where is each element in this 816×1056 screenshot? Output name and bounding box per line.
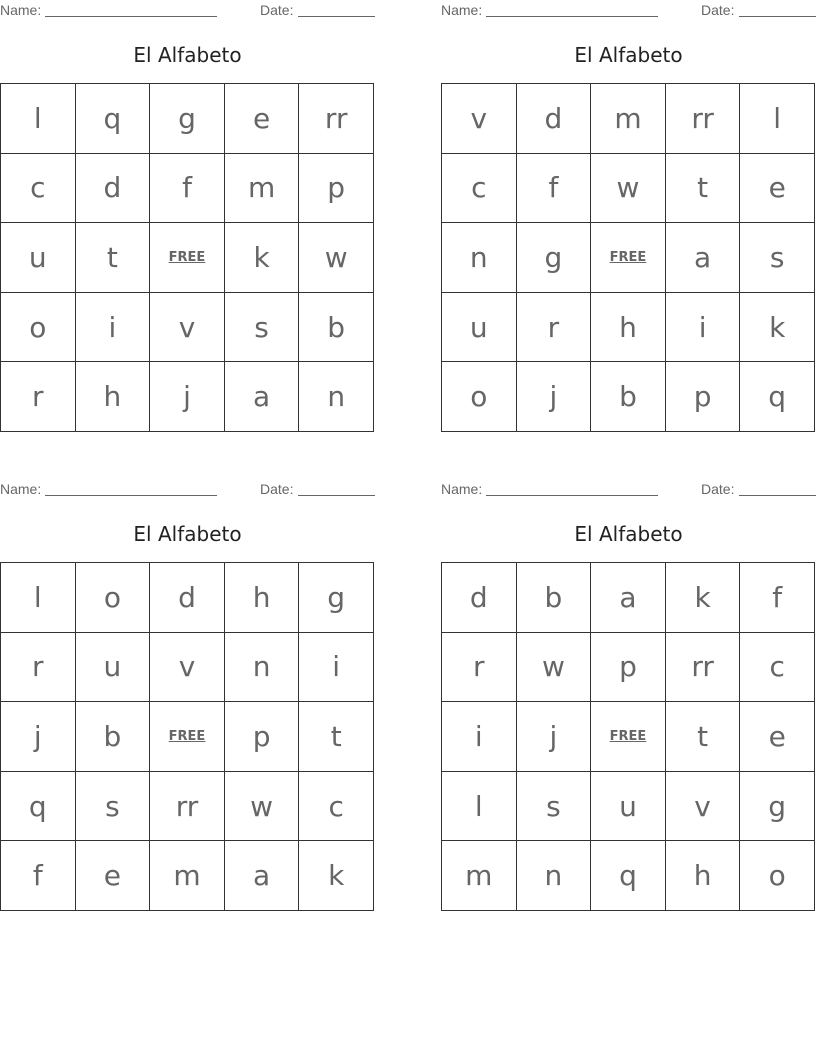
bingo-cell: m: [591, 84, 666, 154]
free-space: FREE: [150, 702, 225, 772]
bingo-grid: [441, 562, 815, 911]
bingo-cell: b: [76, 702, 151, 772]
bingo-cell: b: [591, 362, 666, 432]
bingo-cell: n: [517, 841, 592, 911]
bingo-cell: e: [225, 84, 300, 154]
name-label: Name:: [441, 481, 483, 497]
bingo-cell: h: [591, 293, 666, 363]
bingo-cell: m: [442, 841, 517, 911]
bingo-cell: e: [76, 841, 151, 911]
bingo-cell: c: [299, 772, 374, 842]
bingo-cell: f: [150, 154, 225, 224]
bingo-cell: q: [76, 84, 151, 154]
bingo-cell: u: [1, 223, 76, 293]
bingo-cell: h: [76, 362, 151, 432]
card-title: El Alfabeto: [574, 43, 683, 67]
bingo-cell: k: [666, 563, 741, 633]
bingo-cell: v: [150, 633, 225, 703]
name-label: Name:: [0, 481, 42, 497]
bingo-grid: [0, 562, 374, 911]
name-label: Name:: [0, 2, 42, 18]
date-line: [298, 495, 375, 496]
bingo-cell: a: [225, 841, 300, 911]
bingo-cell: p: [591, 633, 666, 703]
bingo-cell: e: [740, 154, 815, 224]
bingo-cell: j: [517, 702, 592, 772]
bingo-cell: rr: [666, 633, 741, 703]
bingo-cell: l: [442, 772, 517, 842]
bingo-cell: c: [1, 154, 76, 224]
bingo-cell: n: [299, 362, 374, 432]
bingo-cell: o: [76, 563, 151, 633]
bingo-cell: j: [1, 702, 76, 772]
bingo-cell: g: [299, 563, 374, 633]
bingo-cell: r: [1, 633, 76, 703]
name-date-row: [0, 0, 375, 22]
bingo-cell: rr: [666, 84, 741, 154]
bingo-cell: k: [225, 223, 300, 293]
card-title: El Alfabeto: [133, 43, 242, 67]
bingo-cell: p: [666, 362, 741, 432]
date-line: [298, 16, 375, 17]
free-space: FREE: [150, 223, 225, 293]
bingo-cell: a: [666, 223, 741, 293]
bingo-card-1: [0, 0, 375, 432]
bingo-cell: o: [1, 293, 76, 363]
name-line: [45, 16, 217, 17]
bingo-cell: w: [225, 772, 300, 842]
bingo-cell: p: [299, 154, 374, 224]
bingo-cell: h: [666, 841, 741, 911]
bingo-cell: p: [225, 702, 300, 772]
name-label: Name:: [441, 2, 483, 18]
name-line: [486, 16, 658, 17]
date-line: [739, 495, 816, 496]
bingo-cell: t: [666, 154, 741, 224]
bingo-grid: [441, 83, 815, 432]
bingo-cell: o: [740, 841, 815, 911]
bingo-cell: q: [591, 841, 666, 911]
bingo-cell: c: [442, 154, 517, 224]
bingo-cell: u: [76, 633, 151, 703]
bingo-cell: h: [225, 563, 300, 633]
bingo-cell: l: [740, 84, 815, 154]
name-line: [45, 495, 217, 496]
card-title: El Alfabeto: [133, 522, 242, 546]
bingo-cell: n: [225, 633, 300, 703]
bingo-cell: f: [1, 841, 76, 911]
bingo-cell: s: [76, 772, 151, 842]
bingo-cell: w: [299, 223, 374, 293]
date-label: Date:: [701, 481, 735, 497]
bingo-cell: q: [1, 772, 76, 842]
bingo-cell: m: [225, 154, 300, 224]
bingo-cell: w: [591, 154, 666, 224]
bingo-cell: d: [150, 563, 225, 633]
bingo-cell: t: [76, 223, 151, 293]
bingo-cell: s: [517, 772, 592, 842]
bingo-cell: v: [442, 84, 517, 154]
bingo-cell: t: [299, 702, 374, 772]
name-date-row: [0, 479, 375, 501]
bingo-cell: b: [517, 563, 592, 633]
bingo-cell: s: [225, 293, 300, 363]
bingo-cell: d: [517, 84, 592, 154]
bingo-cell: c: [740, 633, 815, 703]
free-space: FREE: [591, 223, 666, 293]
bingo-cell: t: [666, 702, 741, 772]
bingo-cell: b: [299, 293, 374, 363]
bingo-cell: l: [1, 84, 76, 154]
bingo-cell: k: [740, 293, 815, 363]
bingo-cell: i: [666, 293, 741, 363]
bingo-cell: v: [666, 772, 741, 842]
bingo-cell: w: [517, 633, 592, 703]
bingo-cell: g: [740, 772, 815, 842]
bingo-cell: f: [740, 563, 815, 633]
bingo-cell: f: [517, 154, 592, 224]
bingo-cell: r: [442, 633, 517, 703]
bingo-card-3: [0, 479, 375, 911]
free-space: FREE: [591, 702, 666, 772]
bingo-cell: i: [76, 293, 151, 363]
bingo-cell: e: [740, 702, 815, 772]
name-line: [486, 495, 658, 496]
bingo-card-4: [441, 479, 816, 911]
bingo-cell: o: [442, 362, 517, 432]
date-label: Date:: [701, 2, 735, 18]
card-title: El Alfabeto: [574, 522, 683, 546]
bingo-cell: i: [299, 633, 374, 703]
bingo-cell: u: [591, 772, 666, 842]
name-date-row: [441, 0, 816, 22]
bingo-cell: a: [225, 362, 300, 432]
bingo-cell: d: [442, 563, 517, 633]
bingo-cell: r: [1, 362, 76, 432]
bingo-cell: n: [442, 223, 517, 293]
bingo-cell: g: [150, 84, 225, 154]
date-label: Date:: [260, 2, 294, 18]
bingo-cell: l: [1, 563, 76, 633]
name-date-row: [441, 479, 816, 501]
bingo-card-2: [441, 0, 816, 432]
bingo-cell: a: [591, 563, 666, 633]
bingo-cell: i: [442, 702, 517, 772]
bingo-cell: rr: [150, 772, 225, 842]
bingo-grid: [0, 83, 374, 432]
bingo-cell: rr: [299, 84, 374, 154]
bingo-cell: r: [517, 293, 592, 363]
bingo-cell: u: [442, 293, 517, 363]
bingo-cell: m: [150, 841, 225, 911]
bingo-cell: j: [517, 362, 592, 432]
bingo-cell: v: [150, 293, 225, 363]
bingo-cell: d: [76, 154, 151, 224]
bingo-cell: k: [299, 841, 374, 911]
bingo-cell: q: [740, 362, 815, 432]
bingo-cell: g: [517, 223, 592, 293]
bingo-cell: j: [150, 362, 225, 432]
bingo-cell: s: [740, 223, 815, 293]
date-line: [739, 16, 816, 17]
date-label: Date:: [260, 481, 294, 497]
